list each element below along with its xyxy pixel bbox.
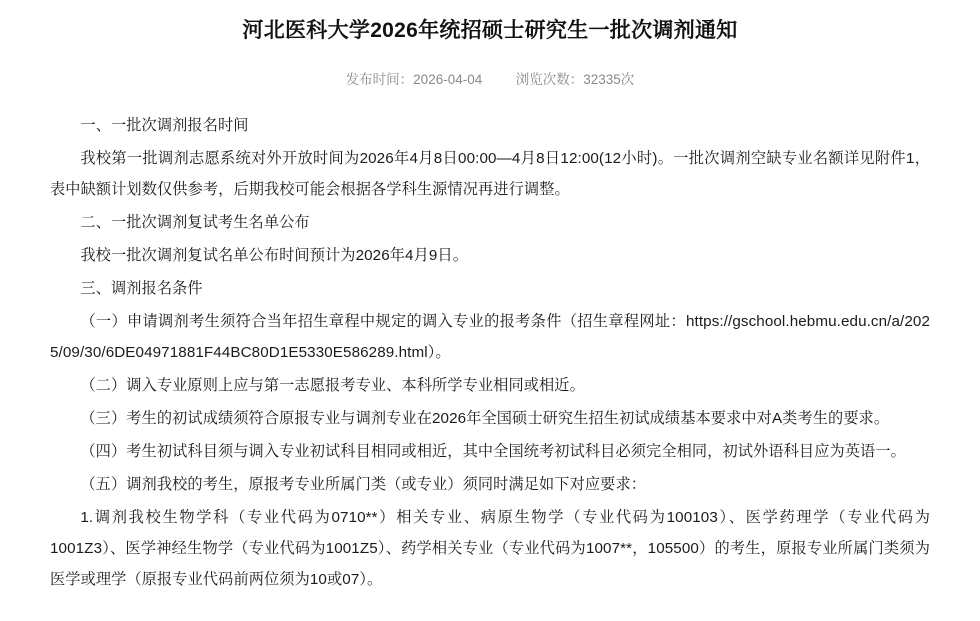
section-heading-1: 一、一批次调剂报名时间 — [80, 117, 249, 134]
article-body — [44, 110, 936, 595]
section-heading-3: 三、调剂报名条件 — [80, 280, 203, 297]
paragraph-6: （四）考生初试科目须与调入专业初试科目相同或相近，其中全国统考初试科目必须完全相同，初试外语科目应为英语一。 — [80, 443, 906, 460]
paragraph-2: 我校一批次调剂复试名单公布时间预计为2026年4月9日。 — [80, 247, 468, 264]
paragraph-8: 1.调剂我校生物学科（专业代码为0710**）相关专业、病原生物学（专业代码为100103）、医学药理学（专业代码为1001Z3）、医学神经生物学（专业代码为1001Z5）、药学相关专业（专业代码为1007**，105500）的考生，原报专业所属门类须为医学或理学（原报专业代码前两位须为10或07）。 — [50, 509, 930, 588]
paragraph-5: （三）考生的初试成绩须符合原报专业与调剂专业在2026年全国硕士研究生招生初试成绩基本要求中对A类考生的要求。 — [80, 410, 890, 427]
publish-time: 发布时间：2026-04-04 — [345, 72, 483, 87]
paragraph-1: 我校第一批调剂志愿系统对外开放时间为2026年4月8日00:00—4月8日12:00(12小时)。一批次调剂空缺专业名额详见附件1，表中缺额计划数仅供参考，后期我校可能会根据各学科生源情况再进行调整。 — [50, 150, 930, 198]
paragraph-3: （一）申请调剂考生须符合当年招生章程中规定的调入专业的报考条件（招生章程网址：https://gschool.hebmu.edu.cn/a/2025/09/30/6DE04971881F44BC80D1E5330E586289.html）。 — [50, 313, 930, 361]
paragraph-4: （二）调入专业原则上应与第一志愿报考专业、本科所学专业相同或相近。 — [80, 377, 585, 394]
page-title: 河北医科大学2026年统招硕士研究生一批次调剂通知 — [242, 19, 738, 42]
article-meta — [44, 70, 936, 90]
section-heading-2: 二、一批次调剂复试考生名单公布 — [80, 214, 310, 231]
paragraph-7: （五）调剂我校的考生，原报考专业所属门类（或专业）须同时满足如下对应要求： — [80, 476, 647, 493]
view-count: 浏览次数：32335次 — [515, 72, 635, 87]
